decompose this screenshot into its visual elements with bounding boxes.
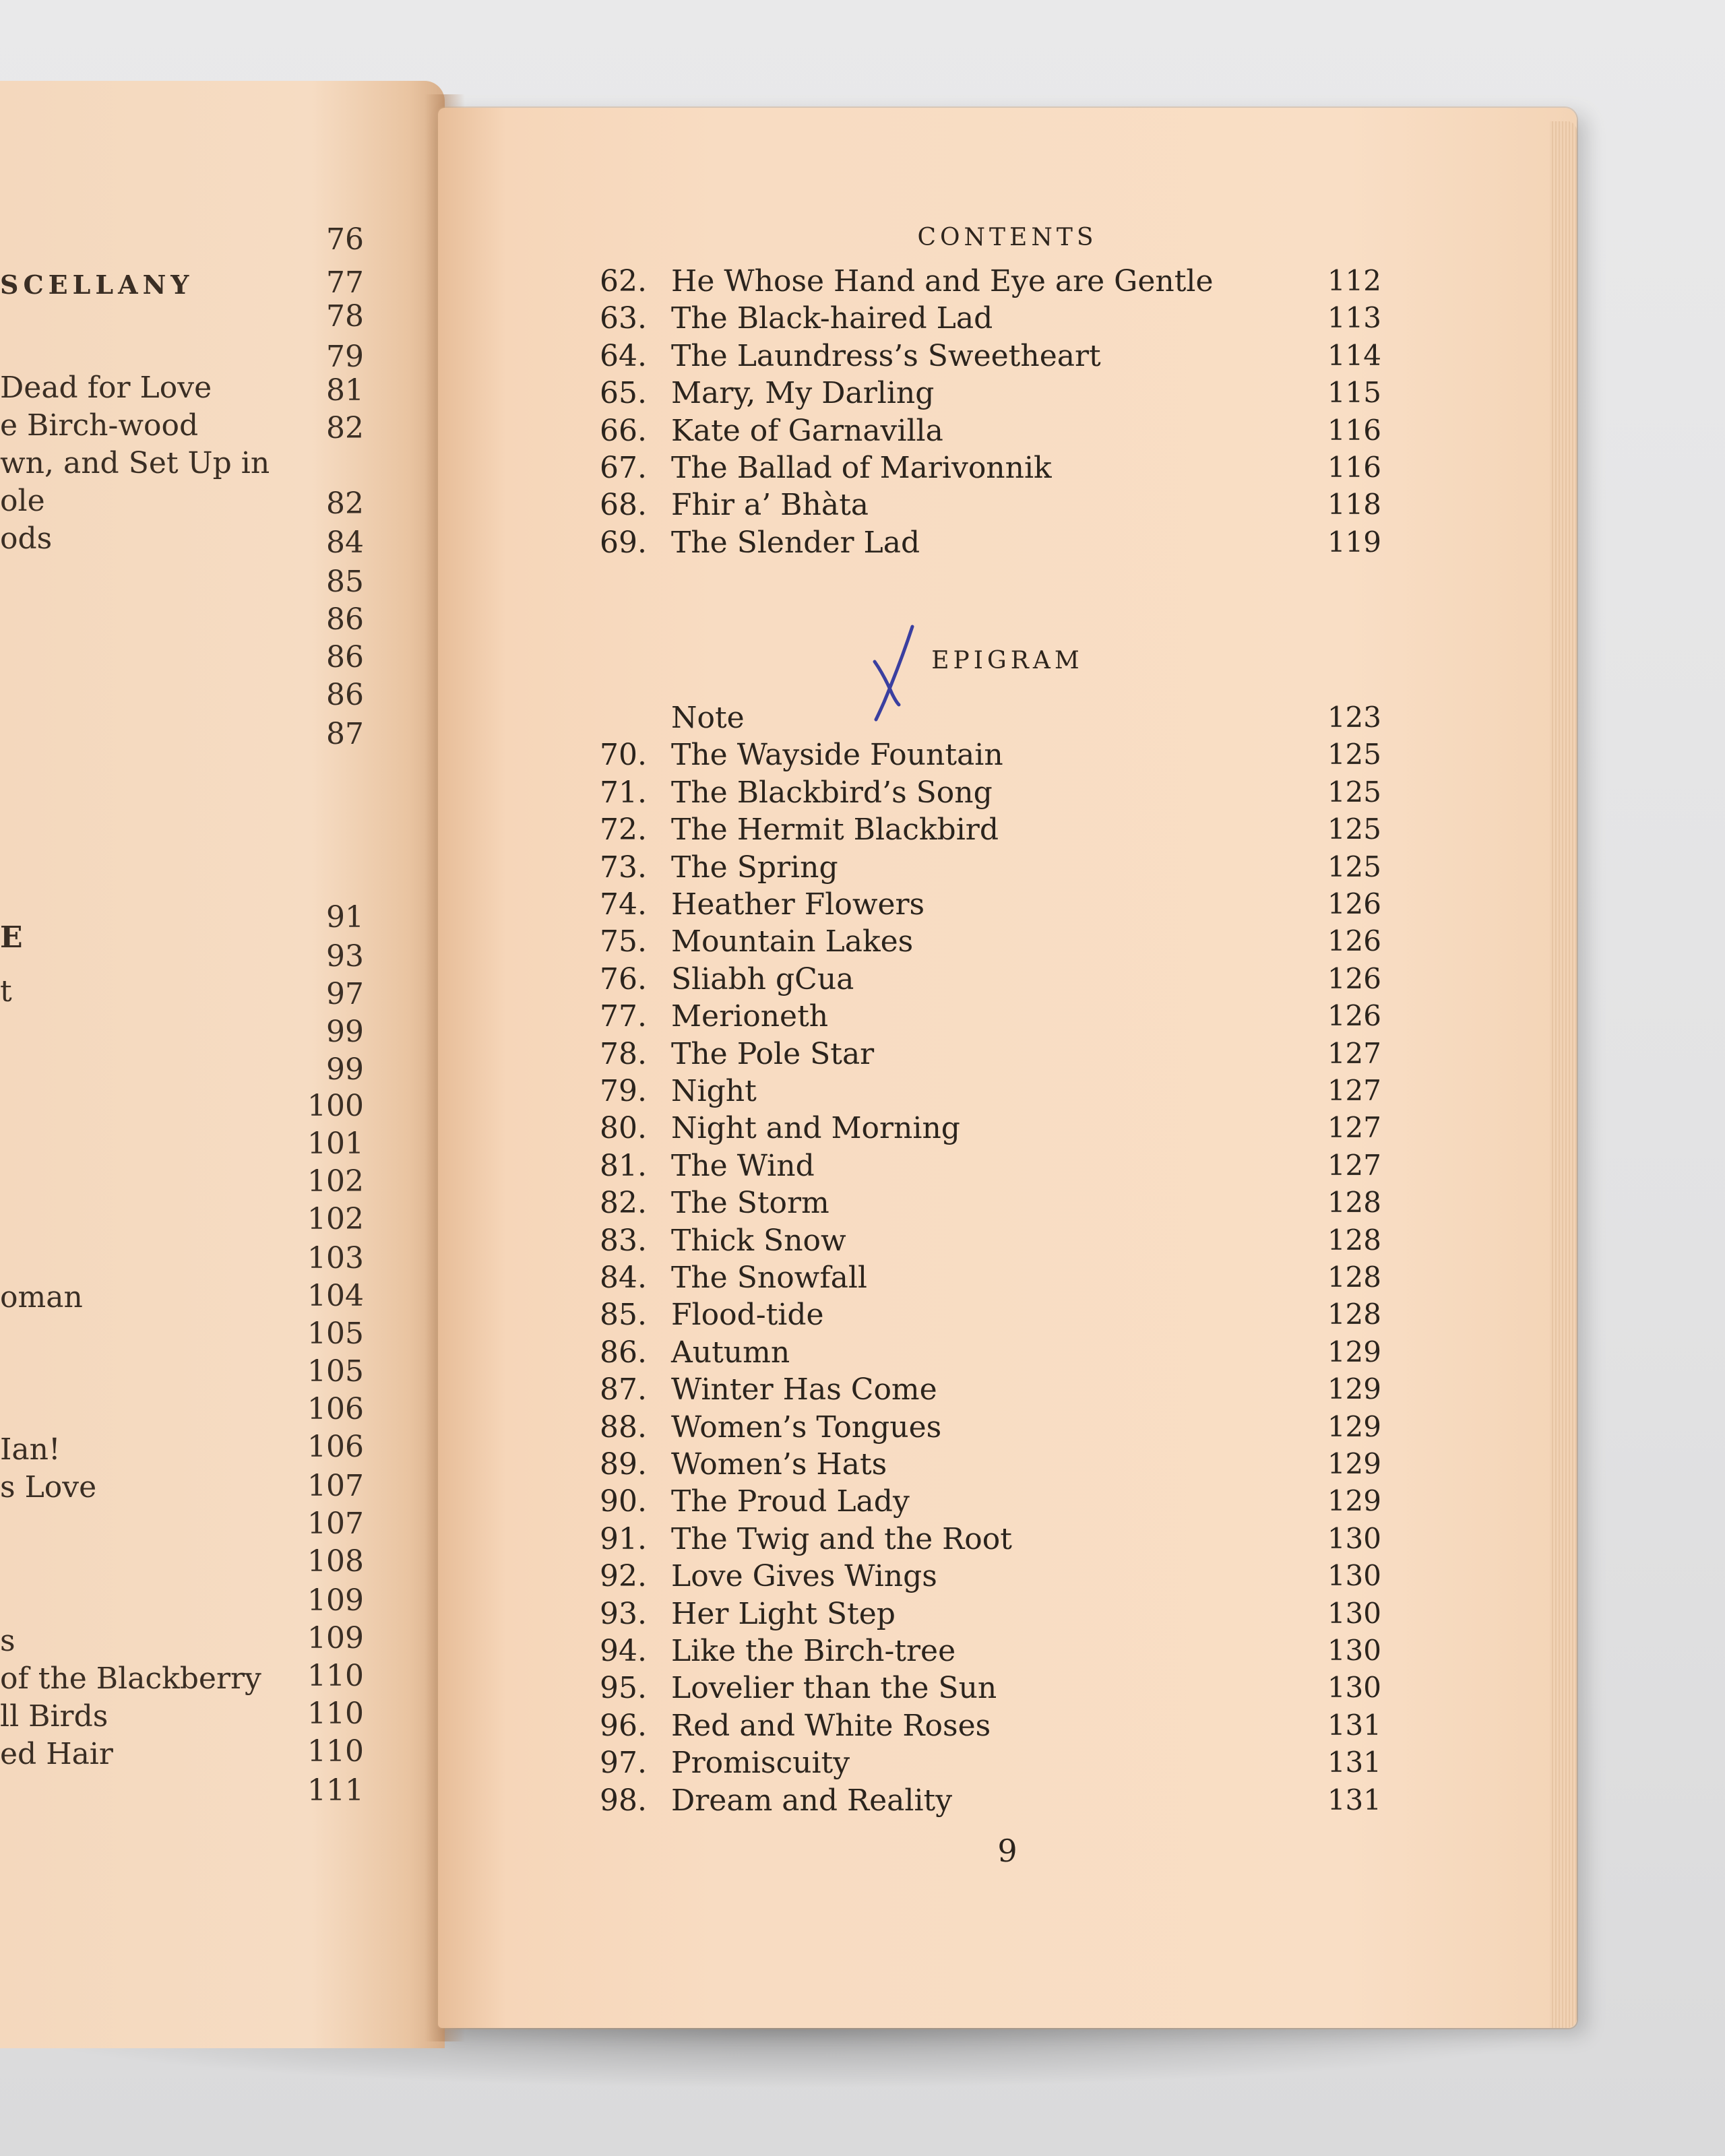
left-title: s [0,1624,15,1658]
entry-page: 129 [1327,1372,1381,1406]
contents-entry [438,1634,1577,1672]
entry-title: The Pole Star [671,1036,875,1071]
entry-page: 129 [1327,1409,1381,1443]
entry-page: 116 [1327,451,1381,484]
left-title: oman [0,1280,83,1314]
entry-number: 86. [600,1335,647,1370]
entry-title: Lovelier than the Sun [671,1671,997,1706]
left-page-number: 82 [326,486,364,521]
left-page [0,81,445,2048]
entry-title: The Snowfall [671,1261,868,1295]
page-number: 9 [997,1833,1017,1869]
entry-title: Women’s Tongues [671,1409,942,1445]
entry-title: Mary, My Darling [671,376,935,411]
entry-title: Kate of Garnavilla [671,413,943,448]
entry-number: 68. [600,488,647,523]
left-page-number: 105 [307,1317,364,1351]
entry-page: 131 [1327,1746,1381,1779]
entry-title: The Twig and the Root [671,1521,1012,1556]
contents-entry [438,924,1577,962]
entry-title: Women’s Hats [671,1447,887,1482]
entry-number: 96. [600,1708,647,1743]
left-title: of the Blackberry [0,1661,261,1696]
left-page-number: 93 [326,939,364,974]
entry-number: 72. [600,813,647,848]
left-page-number: 87 [326,717,364,751]
entry-number: 75. [600,924,647,959]
contents-entry [438,999,1577,1037]
entry-title: Sliabh gCua [671,961,854,996]
entry-title: The Wayside Fountain [671,738,1003,773]
entry-number: 67. [600,451,647,485]
entry-page: 127 [1327,1148,1381,1182]
entry-page: 127 [1327,1111,1381,1145]
entry-page: 130 [1327,1671,1381,1705]
entry-page: 114 [1327,338,1381,372]
entry-title: The Spring [671,850,838,885]
entry-page: 131 [1327,1708,1381,1742]
left-page-number: 103 [307,1241,364,1275]
entry-number: 63. [600,301,647,336]
contents-entry [438,962,1577,1000]
contents-entry [438,376,1577,414]
entry-number: 94. [600,1634,647,1668]
entry-title: Merioneth [671,999,829,1034]
entry-number: 81. [600,1148,647,1183]
left-title: wn, and Set Up in [0,446,270,480]
entry-number: 88. [600,1409,647,1445]
entry-page: 125 [1327,813,1381,846]
entry-number: 69. [600,525,647,560]
entry-page: 126 [1327,961,1381,995]
left-page-number: 79 [326,340,364,374]
left-page-number: 101 [307,1127,364,1161]
entry-title: Promiscuity [671,1746,850,1781]
entry-title: Red and White Roses [671,1708,991,1743]
entry-title: The Proud Lady [671,1484,910,1519]
entry-number: 73. [600,850,647,885]
entry-title: The Wind [671,1148,815,1183]
contents-entry [438,488,1577,526]
left-page-number: 111 [307,1773,364,1808]
entry-page: 116 [1327,413,1381,447]
entry-page: 115 [1327,376,1381,410]
left-running-head: SCELLANY [0,270,194,300]
contents-entry [438,1559,1577,1597]
entry-number: 95. [600,1671,647,1706]
entry-number: 70. [600,738,647,773]
entry-title: The Black-haired Lad [671,301,993,336]
entry-title: Night [671,1074,757,1108]
entry-title: Fhir a’ Bhàta [671,488,869,523]
entry-title: Her Light Step [671,1596,896,1631]
contents-entry [438,1783,1577,1821]
left-page-number: 106 [307,1430,364,1464]
entry-page: 129 [1327,1447,1381,1480]
contents-entry [438,738,1577,775]
entry-number: 93. [600,1596,647,1631]
contents-header: CONTENTS [917,224,1098,251]
entry-title: The Ballad of Marivonnik [671,451,1052,485]
left-title: Ian! [0,1432,61,1467]
left-title: ed Hair [0,1737,113,1771]
entry-page: 128 [1327,1186,1381,1219]
entry-page: 129 [1327,1484,1381,1518]
entry-page: 125 [1327,850,1381,883]
left-page-number: 110 [307,1659,364,1693]
entry-number: 79. [600,1074,647,1108]
entry-title: Love Gives Wings [671,1559,937,1594]
entry-title: The Blackbird’s Song [671,775,993,810]
entry-title: Flood-tide [671,1298,824,1333]
section-title-text: EPIGRAM [931,647,1084,674]
contents-entry [438,264,1577,302]
contents-entry [438,1522,1577,1560]
left-page-number: 100 [307,1089,364,1123]
contents-entry [438,301,1577,339]
entry-number: 91. [600,1521,647,1556]
entry-title: Autumn [671,1335,790,1370]
left-page-number: 108 [307,1544,364,1579]
left-title: ods [0,521,53,556]
entry-page: 125 [1327,775,1381,808]
section-title-epigram [438,647,1577,674]
entry-number: 71. [600,775,647,810]
left-page-number: 99 [326,1015,364,1049]
entry-page: 130 [1327,1521,1381,1555]
entry-title: Like the Birch-tree [671,1634,956,1668]
left-title: s Love [0,1470,97,1504]
entry-page: 126 [1327,887,1381,920]
entry-title: Night and Morning [671,1111,960,1146]
contents-entry [438,1447,1577,1485]
entry-title: The Slender Lad [671,525,920,560]
left-page-number: 85 [326,565,364,599]
entry-title: The Laundress’s Sweetheart [671,338,1101,373]
contents-entry [438,1335,1577,1373]
entry-page: 126 [1327,999,1381,1033]
entry-page: 128 [1327,1298,1381,1331]
left-title: ole [0,484,45,518]
entry-page: 126 [1327,924,1381,958]
entry-title: He Whose Hand and Eye are Gentle [671,264,1214,298]
left-page-number: 109 [307,1621,364,1655]
contents-entry [438,1709,1577,1746]
entry-number: 90. [600,1484,647,1519]
left-title: t [0,974,12,1009]
contents-entry [438,701,1577,738]
entry-number: 98. [600,1783,647,1818]
right-page [438,108,1577,2028]
left-title: ll Birds [0,1699,108,1734]
contents-entry [438,1224,1577,1261]
contents-entry [438,339,1577,377]
entry-title: Heather Flowers [671,887,925,922]
entry-page: 118 [1327,488,1381,521]
left-section-marker: E [0,920,23,955]
contents-entry [438,414,1577,451]
contents-entry [438,1484,1577,1522]
entry-number: 84. [600,1261,647,1295]
entry-page: 131 [1327,1783,1381,1816]
entry-title: The Storm [671,1186,829,1221]
left-page-number: 86 [326,602,364,637]
left-page-number: 86 [326,678,364,712]
entry-title: Note [671,701,745,735]
contents-entry [438,451,1577,488]
entry-page: 112 [1327,264,1381,297]
entry-number: 83. [600,1223,647,1258]
left-page-number: 86 [326,640,364,674]
left-page-number: 77 [326,265,364,300]
entry-number: 74. [600,887,647,922]
entry-title: Thick Snow [671,1223,846,1258]
contents-entry [438,1746,1577,1783]
contents-entry [438,1186,1577,1224]
entry-page: 128 [1327,1223,1381,1257]
contents-entry [438,1671,1577,1709]
contents-entry [438,1074,1577,1112]
contents-entry [438,526,1577,563]
left-page-number: 99 [326,1052,364,1087]
left-page-number: 104 [307,1279,364,1313]
entry-number: 78. [600,1036,647,1071]
entry-page: 119 [1327,525,1381,559]
entry-page: 130 [1327,1596,1381,1630]
left-page-number: 110 [307,1734,364,1769]
entry-number: 62. [600,264,647,298]
entry-page: 127 [1327,1074,1381,1107]
entry-page: 123 [1327,701,1381,734]
left-page-number: 109 [307,1583,364,1618]
left-page-number: 102 [307,1202,364,1236]
entry-title: Winter Has Come [671,1372,937,1407]
left-page-number: 97 [326,977,364,1011]
entry-number: 64. [600,338,647,373]
entry-page: 125 [1327,738,1381,771]
entry-title: Mountain Lakes [671,924,914,959]
contents-entry [438,1261,1577,1298]
left-page-number: 78 [326,299,364,334]
contents-entry [438,1111,1577,1149]
left-page-number: 105 [307,1354,364,1389]
contents-entry [438,813,1577,850]
contents-entry [438,850,1577,888]
left-page-number: 107 [307,1469,364,1503]
entry-number: 77. [600,999,647,1034]
entry-number: 89. [600,1447,647,1482]
entry-number: 87. [600,1372,647,1407]
entry-number: 82. [600,1186,647,1221]
entry-title: The Hermit Blackbird [671,813,999,848]
contents-entry [438,1597,1577,1635]
left-page-number: 107 [307,1507,364,1541]
entry-number: 76. [600,961,647,996]
entry-title: Dream and Reality [671,1783,953,1818]
entry-page: 130 [1327,1634,1381,1667]
left-title: e Birch-wood [0,408,199,443]
left-page-number: 102 [307,1164,364,1199]
contents-entry [438,1298,1577,1335]
entry-page: 113 [1327,301,1381,335]
entry-number: 85. [600,1298,647,1333]
left-page-number: 82 [326,411,364,445]
contents-entry [438,1372,1577,1410]
contents-entry [438,1037,1577,1075]
entry-number: 92. [600,1559,647,1594]
left-page-number: 106 [307,1392,364,1426]
left-page-number: 91 [326,900,364,934]
left-page-number: 81 [326,373,364,408]
left-page-number: 84 [326,526,364,560]
entry-number: 66. [600,413,647,448]
entry-number: 65. [600,376,647,411]
contents-entry [438,775,1577,813]
left-title: Dead for Love [0,371,212,405]
page-edges [1550,121,1577,2028]
contents-entry [438,887,1577,925]
left-page-number: 110 [307,1697,364,1731]
entry-page: 130 [1327,1559,1381,1593]
contents-entry [438,1410,1577,1448]
entry-number: 97. [600,1746,647,1781]
entry-page: 128 [1327,1261,1381,1294]
contents-entry [438,1149,1577,1186]
entry-page: 129 [1327,1335,1381,1368]
entry-page: 127 [1327,1036,1381,1070]
left-page-number: 76 [326,222,364,257]
entry-number: 80. [600,1111,647,1146]
